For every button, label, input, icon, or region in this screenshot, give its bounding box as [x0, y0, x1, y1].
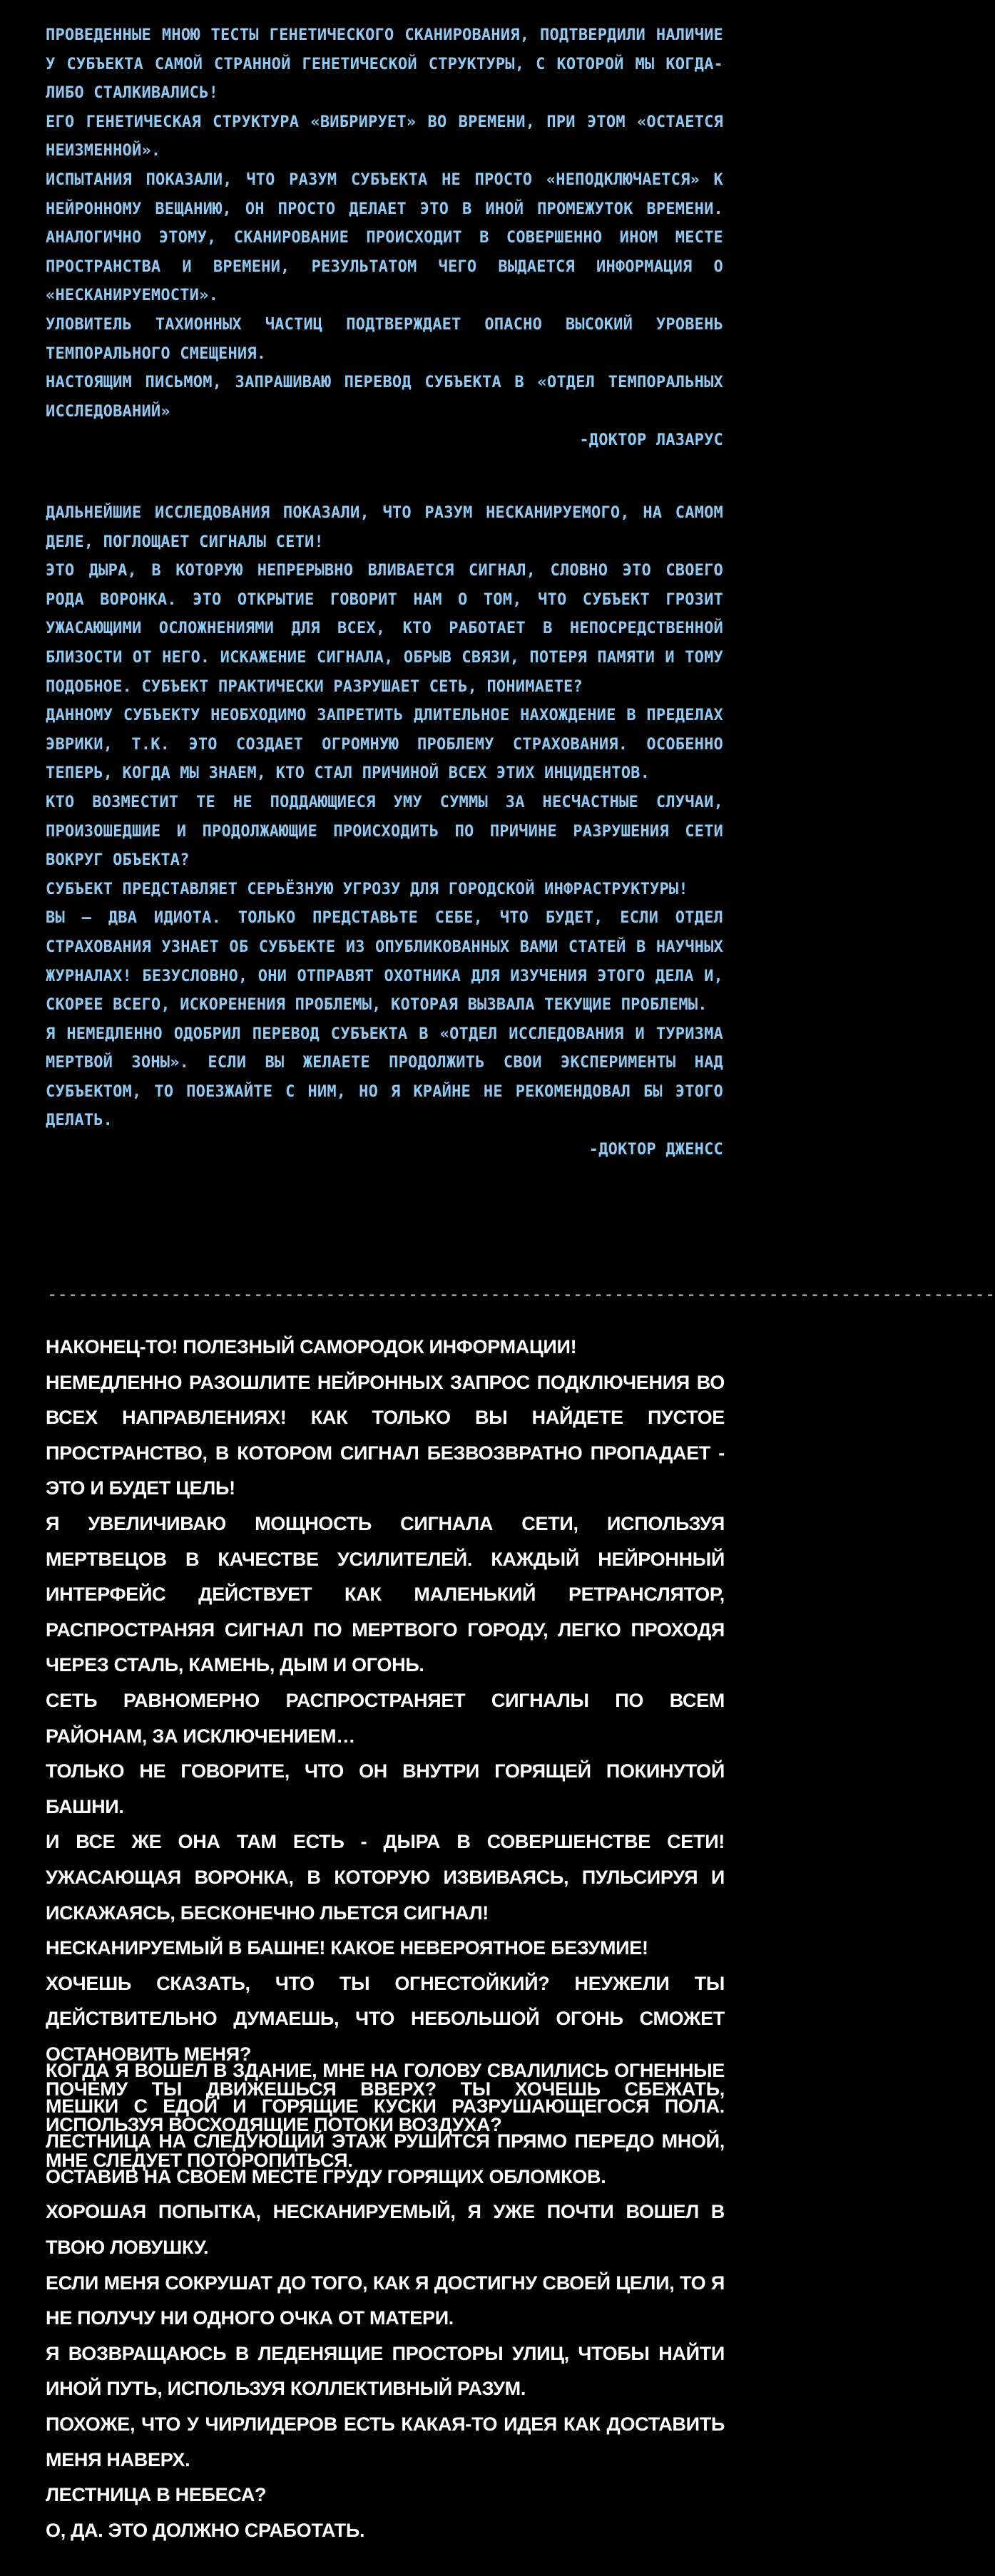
monologue-paragraph: Я УВЕЛИЧИВАЮ МОЩНОСТЬ СИГНАЛА СЕТИ, ИСПОЛЬЗУЯ МЕРТВЕЦОВ В КАЧЕСТВЕ УСИЛИТЕЛЕЙ. КАЖДЫЙ НЕЙРОННЫЙ ИНТЕРФЕЙС ДЕЙСТВУЕТ КАК МАЛЕНЬКИЙ РЕТРАНСЛЯТОР, РАСПРОСТРАНЯЯ СИГНАЛ ПО МЕРТВОГО ГОРОДУ, ЛЕГКО ПРОХОДЯ ЧЕРЕЗ СТАЛЬ, КАМЕНЬ, ДЫМ И ОГОНЬ.: [46, 1512, 725, 1676]
report-paragraph: ЕГО ГЕНЕТИЧЕСКАЯ СТРУКТУРА «ВИБРИРУЕТ» ВО ВРЕМЕНИ, ПРИ ЭТОМ «ОСТАЕТСЯ НЕИЗМЕННОЙ».: [46, 113, 723, 160]
monologue-paragraph: ХОРОШАЯ ПОПЫТКА, НЕСКАНИРУЕМЫЙ, Я УЖЕ ПОЧТИ ВОШЕЛ В ТВОЮ ЛОВУШКУ.: [46, 2201, 725, 2258]
monologue-paragraph: ЛЕСТНИЦА В НЕБЕСА?: [46, 2484, 267, 2506]
report-paragraph: УЛОВИТЕЛЬ ТАХИОННЫХ ЧАСТИЦ ПОДТВЕРЖДАЕТ ОПАСНО ВЫСОКИЙ УРОВЕНЬ ТЕМПОРАЛЬНОГО СМЕЩЕНИЯ.: [46, 315, 723, 363]
monologue-paragraph: МНЕ СЛЕДУЕТ ПОТОРОПИТЬСЯ.: [46, 2149, 353, 2171]
monologue-paragraph: О, ДА. ЭТО ДОЛЖНО СРАБОТАТЬ.: [46, 2519, 365, 2541]
report-paragraph: ЭТО ДЫРА, В КОТОРУЮ НЕПРЕРЫВНО ВЛИВАЕТСЯ СИГНАЛ, СЛОВНО ЭТО СВОЕГО РОДА ВОРОНКА. ЭТО ОТКРЫТИЕ ГОВОРИТ НАМ О ТОМ, ЧТО СУБЪЕКТ ГРОЗИТ УЖАСАЮЩИМИ ОСЛОЖНЕНИЯМИ ДЛЯ ВСЕХ, КТО РАБОТАЕТ В НЕПОСРЕДСТВЕННОЙ БЛИЗОСТИ ОТ НЕГО. ИСКАЖЕНИЕ СИГНАЛА, ОБРЫВ СВЯЗИ, ПОТЕРЯ ПАМЯТИ И ТОМУ ПОДОБНОЕ. СУБЪЕКТ ПРАКТИЧЕСКИ РАЗРУШАЕТ СЕТЬ, ПОНИМАЕТЕ?: [46, 562, 723, 696]
monologue-paragraph: ПОЧЕМУ ТЫ ДВИЖЕШЬСЯ ВВЕРХ? ТЫ ХОЧЕШЬ СБЕЖАТЬ, ИСПОЛЬЗУЯ ВОСХОДЯЩИЕ ПОТОКИ ВОЗДУХА?: [46, 2078, 725, 2136]
monologue-paragraph: ХОЧЕШЬ СКАЗАТЬ, ЧТО ТЫ ОГНЕСТОЙКИЙ? НЕУЖЕЛИ ТЫ ДЕЙСТВИТЕЛЬНО ДУМАЕШЬ, ЧТО НЕБОЛЬШОЙ ОГОНЬ СМОЖЕТ ОСТАНОВИТЬ МЕНЯ?: [46, 1972, 725, 2065]
report-paragraph: ДАННОМУ СУБЪЕКТУ НЕОБХОДИМО ЗАПРЕТИТЬ ДЛИТЕЛЬНОЕ НАХОЖДЕНИЕ В ПРЕДЕЛАХ ЭВРИКИ, Т.К. ЭТО СОЗДАЕТ ОГРОМНУЮ ПРОБЛЕМУ СТРАХОВАНИЯ. ОСОБЕННО ТЕПЕРЬ, КОГДА МЫ ЗНАЕМ, КТО СТАЛ ПРИЧИНОЙ ВСЕХ ЭТИХ ИНЦИДЕНТОВ.: [46, 707, 723, 783]
report-paragraph: КТО ВОЗМЕСТИТ ТЕ НЕ ПОДДАЮЩИЕСЯ УМУ СУММЫ ЗА НЕСЧАСТНЫЕ СЛУЧАИ, ПРОИЗОШЕДШИЕ И ПРОДОЛЖАЮЩИЕ ПРОИСХОДИТЬ ПО ПРИЧИНЕ РАЗРУШЕНИЯ СЕТИ ВОКРУГ ОБЪЕКТА?: [46, 793, 723, 870]
lazarus-report: [46, 21, 723, 456]
report-paragraph: ПРОВЕДЕННЫЕ МНОЮ ТЕСТЫ ГЕНЕТИЧЕСКОГО СКАНИРОВАНИЯ, ПОДТВЕРДИЛИ НАЛИЧИЕ У СУБЪЕКТА САМОЙ СТРАННОЙ ГЕНЕТИЧЕСКОЙ СТРУКТУРЫ, С КОТОРОЙ МЫ КОГДА-ЛИБО СТАЛКИВАЛИСЬ!: [46, 26, 723, 103]
monologue-paragraph: НАКОНЕЦ-ТО! ПОЛЕЗНЫЙ САМОРОДОК ИНФОРМАЦИИ!: [46, 1336, 577, 1358]
monologue-paragraph: КОГДА Я ВОШЕЛ В ЗДАНИЕ, МНЕ НА ГОЛОВУ СВАЛИЛИСЬ ОГНЕННЫЕ МЕШКИ С ЕДОЙ И ГОРЯЩИЕ КУСКИ РАЗРУШАЮЩЕГОСЯ ПОЛА. ЛЕСТНИЦА НА СЛЕДУЮЩИЙ ЭТАЖ РУШИТСЯ ПРЯМО ПЕРЕДО МНОЙ, ОСТАВИВ НА СВОЕМ МЕСТЕ ГРУДУ ГОРЯЩИХ ОБЛОМКОВ.: [46, 2060, 725, 2187]
section-divider: --------------------------------------------------------------------------------------------: [47, 1284, 995, 1304]
monologue-paragraph: ТОЛЬКО НЕ ГОВОРИТЕ, ЧТО ОН ВНУТРИ ГОРЯЩЕЙ ПОКИНУТОЙ БАШНИ.: [46, 1760, 725, 1817]
monologue-paragraph: НЕМЕДЛЕННО РАЗОШЛИТЕ НЕЙРОННЫХ ЗАПРОС ПОДКЛЮЧЕНИЯ ВО ВСЕХ НАПРАВЛЕНИЯХ! КАК ТОЛЬКО ВЫ НАЙДЕТЕ ПУСТОЕ ПРОСТРАНСТВО, В КОТОРОМ СИГНАЛ БЕЗВОЗВРАТНО ПРОПАДАЕТ - ЭТО И БУДЕТ ЦЕЛЬ!: [46, 1371, 725, 1499]
report-paragraph: НАСТОЯЩИМ ПИСЬМОМ, ЗАПРАШИВАЮ ПЕРЕВОД СУБЪЕКТА В «ОТДЕЛ ТЕМПОРАЛЬНЫХ ИССЛЕДОВАНИЙ»: [46, 374, 723, 421]
monologue-paragraph: СЕТЬ РАВНОМЕРНО РАСПРОСТРАНЯЕТ СИГНАЛЫ ПО ВСЕМ РАЙОНАМ, ЗА ИСКЛЮЧЕНИЕМ…: [46, 1689, 725, 1747]
report-paragraph: ДАЛЬНЕЙШИЕ ИССЛЕДОВАНИЯ ПОКАЗАЛИ, ЧТО РАЗУМ НЕСКАНИРУЕМОГО, НА САМОМ ДЕЛЕ, ПОГЛОЩАЕТ СИГНАЛЫ СЕТИ!: [46, 504, 723, 551]
lazarus-signature: -ДОКТОР ЛАЗАРУС: [579, 431, 723, 450]
report-paragraph: ИСПЫТАНИЯ ПОКАЗАЛИ, ЧТО РАЗУМ СУБЪЕКТА НЕ ПРОСТО «НЕПОДКЛЮЧАЕТСЯ» К НЕЙРОННОМУ ВЕЩАНИЮ, ОН ПРОСТО ДЕЛАЕТ ЭТО В ИНОЙ ПРОМЕЖУТОК ВРЕМЕНИ. АНАЛОГИЧНО ЭТОМУ, СКАНИРОВАНИЕ ПРОИСХОДИТ В СОВЕРШЕННО ИНОМ МЕСТЕ ПРОСТРАНСТВА И ВРЕМЕНИ, РЕЗУЛЬТАТОМ ЧЕГО ВЫДАЕТСЯ ИНФОРМАЦИЯ О «НЕСКАНИРУЕМОСТИ».: [46, 170, 723, 305]
jenss-signature: -ДОКТОР ДЖЕНСС: [588, 1141, 723, 1159]
nugget-monologue: [46, 1330, 725, 2178]
building-monologue: [46, 2053, 725, 2548]
monologue-paragraph: Я ВОЗВРАЩАЮСЬ В ЛЕДЕНЯЩИЕ ПРОСТОРЫ УЛИЦ, ЧТОБЫ НАЙТИ ИНОЙ ПУТЬ, ИСПОЛЬЗУЯ КОЛЛЕКТИВНЫЙ РАЗУМ.: [46, 2342, 725, 2400]
monologue-paragraph: НЕСКАНИРУЕМЫЙ В БАШНЕ! КАКОЕ НЕВЕРОЯТНОЕ БЕЗУМИЕ!: [46, 1937, 648, 1959]
monologue-paragraph: И ВСЕ ЖЕ ОНА ТАМ ЕСТЬ - ДЫРА В СОВЕРШЕНСТВЕ СЕТИ! УЖАСАЮЩАЯ ВОРОНКА, В КОТОРУЮ ИЗВИВАЯСЬ, ПУЛЬСИРУЯ И ИСКАЖАЯСЬ, БЕСКОНЕЧНО ЛЬЕТСЯ СИГНАЛ!: [46, 1831, 725, 1924]
report-paragraph: СУБЪЕКТ ПРЕДСТАВЛЯЕТ СЕРЬЁЗНУЮ УГРОЗУ ДЛЯ ГОРОДСКОЙ ИНФРАСТРУКТУРЫ!: [46, 880, 688, 898]
jenss-report: [46, 499, 723, 1165]
monologue-paragraph: ЕСЛИ МЕНЯ СОКРУШАТ ДО ТОГО, КАК Я ДОСТИГНУ СВОЕЙ ЦЕЛИ, ТО Я НЕ ПОЛУЧУ НИ ОДНОГО ОЧКА ОТ МАТЕРИ.: [46, 2272, 725, 2329]
report-paragraph: ВЫ – ДВА ИДИОТА. ТОЛЬКО ПРЕДСТАВЬТЕ СЕБЕ, ЧТО БУДЕТ, ЕСЛИ ОТДЕЛ СТРАХОВАНИЯ УЗНАЕТ ОБ СУБЪЕКТЕ ИЗ ОПУБЛИКОВАННЫХ ВАМИ СТАТЕЙ В НАУЧНЫХ ЖУРНАЛАХ! БЕЗУСЛОВНО, ОНИ ОТПРАВЯТ ОХОТНИКА ДЛЯ ИЗУЧЕНИЯ ЭТОГО ДЕЛА И, СКОРЕЕ ВСЕГО, ИСКОРЕНЕНИЯ ПРОБЛЕМЫ, КОТОРАЯ ВЫЗВАЛА ТЕКУЩИЕ ПРОБЛЕМЫ.: [46, 909, 723, 1015]
monologue-paragraph: ПОХОЖЕ, ЧТО У ЧИРЛИДЕРОВ ЕСТЬ КАКАЯ-ТО ИДЕЯ КАК ДОСТАВИТЬ МЕНЯ НАВЕРХ.: [46, 2413, 725, 2470]
report-paragraph: Я НЕМЕДЛЕННО ОДОБРИЛ ПЕРЕВОД СУБЪЕКТА В «ОТДЕЛ ИССЛЕДОВАНИЯ И ТУРИЗМА МЕРТВОЙ ЗОНЫ». ЕСЛИ ВЫ ЖЕЛАЕТЕ ПРОДОЛЖИТЬ СВОИ ЭКСПЕРИМЕНТЫ НАД СУБЪЕКТОМ, ТО ПОЕЗЖАЙТЕ С НИМ, НО Я КРАЙНЕ НЕ РЕКОМЕНДОВАЛ БЫ ЭТОГО ДЕЛАТЬ.: [46, 1025, 723, 1130]
